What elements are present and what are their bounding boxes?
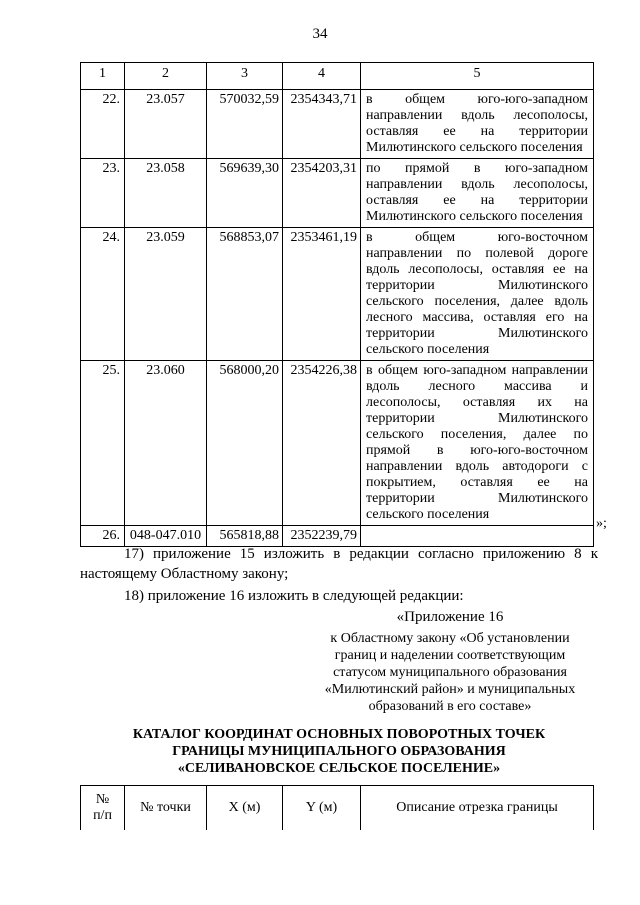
segment-description: в общем юго-западном направлении вдоль лесного массива и лесополосы, оставляя их на территории Милютинского сельского поселения, далее по прямой в юго-юго-восточном направлении вдоль автодороги с покрытием, оставляя ее на территории Милютинского сельского поселения: [361, 361, 594, 526]
x-coordinate: 568853,07: [207, 228, 283, 361]
catalog-heading-line: КАТАЛОГ КООРДИНАТ ОСНОВНЫХ ПОВОРОТНЫХ ТОЧЕК: [132, 727, 546, 742]
table-header-row: [81, 63, 594, 90]
appendix-line: границ и наделении соответствующим: [334, 648, 566, 663]
column-number-line: №: [95, 792, 110, 807]
segment-description: в общем юго-восточном направлении по полевой дороге вдоль лесополосы, оставляя ее на территории Милютинского сельского поселения, далее вдоль лесного массива, оставляя его на территории Милютинского сельского поселения: [361, 228, 594, 361]
segment-description: по прямой в юго-западном направлении вдоль лесополосы, оставляя ее на территории Милютинского сельского поселения: [361, 159, 594, 228]
catalog-heading: [80, 726, 598, 777]
y-coordinate: 2354203,31: [283, 159, 361, 228]
y-coordinate: 2352239,79: [283, 526, 361, 547]
segment-description: в общем юго-юго-западном направлении вдоль лесополосы, оставляя ее на территории Милютинского сельского поселения: [361, 90, 594, 159]
header-cell: 2: [125, 63, 207, 90]
appendix-line: образований в его составе»: [368, 699, 532, 714]
column-number-line: п/п: [93, 808, 112, 823]
x-coordinate: 568000,20: [207, 361, 283, 526]
header-cell: 4: [283, 63, 361, 90]
paragraph-17: [80, 544, 598, 584]
x-coordinate: 570032,59: [207, 90, 283, 159]
y-coordinate: 2354226,38: [283, 361, 361, 526]
appendix-reference: [300, 630, 600, 715]
point-number: 23.060: [125, 361, 207, 526]
x-coordinate: 565818,88: [207, 526, 283, 547]
row-number: 25.: [81, 361, 125, 526]
row-number: 26.: [81, 526, 125, 547]
row-number: 24.: [81, 228, 125, 361]
catalog-header-row: [81, 786, 594, 831]
column-point-header: № точки: [125, 786, 207, 831]
coordinates-table: [80, 62, 594, 547]
table-row: [81, 90, 594, 159]
column-y-header: Y (м): [283, 786, 361, 831]
appendix-title: «Приложение 16: [396, 609, 504, 625]
paragraph-18-text: 18) приложение 16 изложить в следующей редакции:: [124, 588, 464, 604]
column-description-header: Описание отрезка границы: [361, 786, 594, 831]
row-number: 22.: [81, 90, 125, 159]
row-number: 23.: [81, 159, 125, 228]
table-row: [81, 361, 594, 526]
point-number: 23.058: [125, 159, 207, 228]
appendix-line: статусом муниципального образования: [333, 665, 567, 680]
header-cell: 5: [361, 63, 594, 90]
catalog-heading-line: ГРАНИЦЫ МУНИЦИПАЛЬНОГО ОБРАЗОВАНИЯ: [172, 744, 506, 759]
table-row: [81, 159, 594, 228]
closing-quote: »;: [596, 516, 607, 531]
appendix-line: «Милютинский район» и муниципальных: [324, 682, 576, 697]
page-number: 34: [312, 26, 328, 42]
paragraph-17-text: 17) приложение 15 изложить в редакции согласно приложению 8 к настоящему Областному закону;: [80, 546, 598, 582]
y-coordinate: 2353461,19: [283, 228, 361, 361]
point-number: 048-047.010: [125, 526, 207, 547]
column-x-header: X (м): [207, 786, 283, 831]
point-number: 23.057: [125, 90, 207, 159]
table-row: [81, 228, 594, 361]
point-number: 23.059: [125, 228, 207, 361]
column-number-header: [81, 786, 125, 831]
x-coordinate: 569639,30: [207, 159, 283, 228]
header-cell: 1: [81, 63, 125, 90]
paragraph-18: [80, 586, 598, 606]
header-cell: 3: [207, 63, 283, 90]
y-coordinate: 2354343,71: [283, 90, 361, 159]
appendix-line: к Областному закону «Об установлении: [330, 631, 570, 646]
catalog-heading-line: «СЕЛИВАНОВСКОЕ СЕЛЬСКОЕ ПОСЕЛЕНИЕ»: [177, 761, 501, 776]
catalog-table: [80, 785, 594, 830]
